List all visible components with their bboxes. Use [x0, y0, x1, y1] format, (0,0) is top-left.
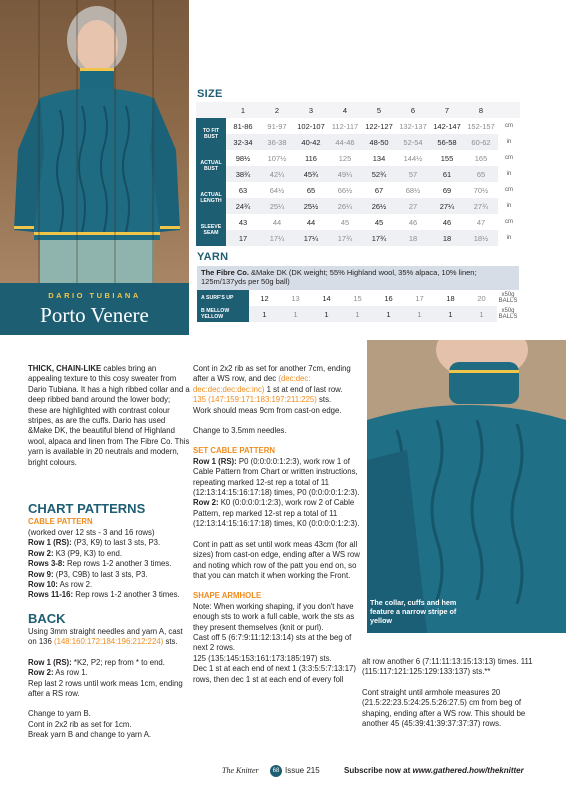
cable-pattern-subheading: CABLE PATTERN	[28, 517, 93, 526]
intro-text: cables bring an appealing texture to this cosy sweater from Dario Tubiana. It has a high ribbed collar and a deep ribbed band around the lower body; these are highlighted with contrast colour stripes, as are the cuffs. Dario has used &Make DK, the beautiful blend of Highland wool, alpaca and linen from The Fibre Co. This yarn is available in 20 neutrals and modern, bright colours.	[28, 364, 190, 467]
size-row-label: TO FIT BUST	[196, 118, 226, 150]
size-number: 3	[294, 102, 328, 118]
back-instructions	[28, 627, 190, 741]
yarn-cell: 1	[249, 306, 280, 322]
size-cell: 107½	[260, 150, 294, 166]
back-rib: Cont in 2x2 rib as set for 1cm.	[28, 719, 132, 729]
chart-line-label: Rows 3-8:	[28, 559, 65, 569]
set-cable-subheading: SET CABLE PATTERN	[193, 446, 276, 456]
size-cell: 52-54	[396, 134, 430, 150]
yarn-cell: 1	[342, 306, 373, 322]
yarn-cell: 17	[404, 290, 435, 306]
size-row	[196, 198, 520, 214]
size-cell: 45¾	[294, 166, 328, 182]
size-cell: 98½	[226, 150, 260, 166]
size-cell: 57	[396, 166, 430, 182]
subscribe-text	[344, 766, 524, 775]
page-number: 68	[270, 765, 282, 777]
work-meas: Work should meas 9cm from cast-on edge.	[193, 405, 342, 415]
size-cell: 17¾	[328, 230, 362, 246]
yarn-description	[197, 266, 519, 290]
yarn-cell: 1	[466, 306, 497, 322]
size-cell: 112-117	[328, 118, 362, 134]
size-row-label: SLEEVE SEAM	[196, 214, 226, 246]
size-unit: cm	[505, 187, 513, 193]
size-cell: 132-137	[396, 118, 430, 134]
back-heading: BACK	[28, 611, 66, 626]
size-number: 5	[362, 102, 396, 118]
size-cell: 122-127	[362, 118, 396, 134]
size-row	[196, 166, 520, 182]
chart-line-text: K3 (P9, K3) to end.	[53, 548, 123, 558]
size-cell: 44	[260, 214, 294, 230]
intro-lead: THICK, CHAIN-LIKE	[28, 364, 102, 373]
yarn-cell: 12	[249, 290, 280, 306]
photo-caption: The collar, cuffs and hem feature a narrow stripe of yellow	[370, 598, 457, 625]
rib-end: 1 st at end of last row.	[264, 384, 343, 394]
yarn-unit: x50g BALLS	[498, 308, 518, 320]
size-cell: 65	[464, 166, 498, 182]
size-heading: SIZE	[197, 88, 223, 100]
yarn-heading: YARN	[197, 251, 229, 263]
size-cell: 60-62	[464, 134, 498, 150]
armhole-alt-row: alt row another 6 (7:11:11:13:15:13:13) times. 111 (115:117:121:125:129:133:137) sts.**	[362, 657, 533, 677]
yarn-row-label: A SURF'S UP	[197, 290, 249, 306]
yarn-row	[197, 290, 519, 306]
shape-armhole-subheading: SHAPE ARMHOLE	[193, 591, 262, 601]
size-cell: 18½	[464, 230, 498, 246]
armhole-dec: Dec 1 st at each end of next 1 (3:3:5:5:7:13:17) rows, then dec 1 st at each end of every foll	[193, 664, 356, 684]
size-number: 1	[226, 102, 260, 118]
chart-line-text: Rep rows 1-2 another 3 times.	[64, 559, 172, 569]
size-number: 8	[464, 102, 498, 118]
back-cast-on: Using 3mm straight needles and yarn A, cast on 136	[28, 627, 183, 647]
size-cell: 47	[464, 214, 498, 230]
size-cell: 102-107	[294, 118, 328, 134]
chart-line	[28, 549, 193, 559]
size-cell: 44-46	[328, 134, 362, 150]
size-header-row	[196, 102, 520, 118]
size-unit: cm	[505, 123, 513, 129]
size-cell: 68½	[396, 182, 430, 198]
chart-line	[28, 590, 193, 600]
armhole-note: Note: When working shaping, if you don't have enough sts to work a full cable, work the sts as they present themselves (knit or purl).	[193, 601, 355, 632]
chart-line	[28, 570, 193, 580]
subscribe-label: Subscribe now at	[344, 766, 413, 775]
yarn-cell: 20	[466, 290, 497, 306]
size-cell: 25½	[294, 198, 328, 214]
yarn-cell: 14	[311, 290, 342, 306]
armhole-cast-off: Cast off 5 (6:7:9:11:12:13:14) sts at the beg of next 2 rows.	[193, 632, 352, 653]
size-cell: 27¼	[430, 198, 464, 214]
size-row-label: ACTUAL LENGTH	[196, 182, 226, 214]
chart-line-text: (P3, K9) to last 3 sts, P3.	[71, 538, 161, 548]
size-cell: 27¾	[464, 198, 498, 214]
set-row2-text: K0 (0:0:0:0:1:2:3), work row 2 of Cable Pattern, rep marked 12-st rep a total of 11 (12:13:14:15:16:17:18) times, K0 (0:0:0:0:1:2:3).	[193, 498, 360, 529]
chart-line-label: Row 9:	[28, 569, 54, 579]
size-cell: 18	[396, 230, 430, 246]
st-count-end: sts.	[316, 395, 332, 405]
yarn-cell: 15	[342, 290, 373, 306]
st-count: 135 (147:159:171:183:197:211:225)	[193, 395, 317, 405]
issue-number: Issue 215	[285, 766, 320, 775]
footer	[0, 758, 566, 788]
size-header-unit	[498, 102, 520, 118]
yarn-cell: 1	[373, 306, 404, 322]
size-number: 7	[430, 102, 464, 118]
cont-straight: Cont straight until armhole measures 20 (21.5:22:23.5:24:25.5:26:27.5) cm from beg of shaping, ending after a WS row. This should be another 45 (45:39:41:39:37:37:37) rows.	[362, 687, 526, 729]
size-cell: 32-34	[226, 134, 260, 150]
back-row1-text: *K2, P2; rep from * to end.	[71, 657, 165, 667]
yarn-cell: 18	[435, 290, 466, 306]
size-number: 6	[396, 102, 430, 118]
back-break-yarn: Break yarn B and change to yarn A.	[28, 730, 152, 740]
chart-line-text: Rep rows 1-2 another 3 times.	[73, 590, 180, 600]
size-row	[196, 230, 520, 246]
size-cell: 40-42	[294, 134, 328, 150]
yarn-brand: The Fibre Co.	[201, 268, 249, 277]
size-cell: 27	[396, 198, 430, 214]
chart-instructions	[28, 528, 193, 601]
back-rep: Rep last 2 rows until work meas 1cm, ending after a RS row.	[28, 678, 183, 699]
chart-line-label: Row 2:	[28, 548, 54, 558]
size-cell: 67	[362, 182, 396, 198]
size-row-label: ACTUAL BUST	[196, 150, 226, 182]
column-two	[193, 364, 361, 685]
size-cell: 48-50	[362, 134, 396, 150]
subscribe-url[interactable]: www.gathered.how/theknitter	[412, 766, 524, 775]
size-header-blank	[196, 102, 226, 118]
size-cell: 52¾	[362, 166, 396, 182]
size-unit: in	[506, 235, 512, 241]
size-cell: 45	[362, 214, 396, 230]
detail-photo	[367, 340, 566, 633]
size-cell: 36-38	[260, 134, 294, 150]
set-row1-label: Row 1 (RS):	[193, 456, 237, 466]
size-cell: 42¼	[260, 166, 294, 182]
size-unit: in	[506, 203, 512, 209]
chart-line-label: Row 10:	[28, 580, 58, 590]
size-cell: 155	[430, 150, 464, 166]
change-needles: Change to 3.5mm needles.	[193, 426, 287, 436]
size-number: 4	[328, 102, 362, 118]
size-cell: 49¼	[328, 166, 362, 182]
size-cell: 64½	[260, 182, 294, 198]
chart-line-text: (worked over 12 sts - 3 and 16 rows)	[28, 528, 155, 537]
title-band	[0, 283, 189, 335]
size-row	[196, 150, 520, 166]
size-row	[196, 134, 520, 150]
chart-line	[28, 528, 193, 538]
size-cell: 38¾	[226, 166, 260, 182]
size-row	[196, 182, 520, 198]
size-cell: 44	[294, 214, 328, 230]
size-cell: 70½	[464, 182, 498, 198]
yarn-cell: 1	[404, 306, 435, 322]
size-cell: 152-157	[464, 118, 498, 134]
size-cell: 144½	[396, 150, 430, 166]
size-cell: 66½	[328, 182, 362, 198]
yarn-table	[197, 290, 519, 322]
set-row1-text: P0 (0:0:0:0:1:2:3), work row 1 of Cable Pattern from Chart or written instructions, repeating marked 12-st rep a total of 11 (12:13:14:15:16:17:18) times, P0 (0:0:0:0:1:2:3).	[193, 456, 360, 498]
size-unit: in	[506, 139, 512, 145]
size-cell: 142-147	[430, 118, 464, 134]
size-cell: 24¾	[226, 198, 260, 214]
model-illustration	[0, 0, 189, 283]
back-cast-on-sizes: (148:160:172:184:196:212:224)	[54, 637, 164, 647]
size-cell: 26½	[362, 198, 396, 214]
size-cell: 134	[362, 150, 396, 166]
chart-line	[28, 538, 193, 548]
collar-detail-illustration	[367, 340, 566, 633]
yarn-cell: 1	[311, 306, 342, 322]
chart-line	[28, 559, 193, 569]
rib-dec-sizes: (dec:dec: dec:dec:dec:dec:inc)	[193, 374, 311, 394]
size-cell: 91-97	[260, 118, 294, 134]
chart-line-text: (P3, C9B) to last 3 sts, P3.	[53, 569, 148, 579]
size-cell: 17¼	[294, 230, 328, 246]
designer-name: DARIO TUBIANA	[48, 291, 141, 300]
size-cell: 61	[430, 166, 464, 182]
back-row1-label: Row 1 (RS):	[28, 657, 72, 667]
size-cell: 65	[294, 182, 328, 198]
size-cell: 69	[430, 182, 464, 198]
intro-paragraph	[28, 364, 190, 468]
chart-patterns-heading: CHART PATTERNS	[28, 501, 146, 516]
yarn-cell: 13	[280, 290, 311, 306]
armhole-st-count: 125 (135:145:153:161:173:185:197) sts.	[193, 653, 332, 663]
back-cast-on-end: sts.	[163, 637, 178, 647]
chart-line	[28, 580, 193, 590]
column-three	[362, 657, 534, 729]
size-cell: 81-86	[226, 118, 260, 134]
yarn-unit: x50g BALLS	[498, 292, 518, 304]
size-row	[196, 118, 520, 134]
size-cell: 46	[430, 214, 464, 230]
size-cell: 46	[396, 214, 430, 230]
size-cell: 26¼	[328, 198, 362, 214]
yarn-details: &Make DK (DK weight; 55% Highland wool, 35% alpaca, 10% linen; 125m/137yds per 50g ball)	[201, 268, 477, 286]
size-cell: 17¼	[260, 230, 294, 246]
size-cell: 17	[226, 230, 260, 246]
size-unit: in	[506, 171, 512, 177]
size-unit: cm	[505, 155, 513, 161]
size-cell: 18	[430, 230, 464, 246]
pattern-title: Porto Venere	[40, 303, 149, 327]
size-cell: 17¾	[362, 230, 396, 246]
rib-continue: Cont in 2x2 rib as set for another 7cm, ending after a WS row, and dec	[193, 364, 351, 384]
size-row	[196, 214, 520, 230]
yarn-row-label: B MELLOW YELLOW	[197, 306, 249, 322]
size-cell: 56-58	[430, 134, 464, 150]
back-change-yarn-b: Change to yarn B.	[28, 709, 91, 719]
size-cell: 116	[294, 150, 328, 166]
hero-photo	[0, 0, 189, 283]
yarn-cell: 1	[435, 306, 466, 322]
back-row2-text: As row 1.	[53, 668, 88, 678]
size-table	[196, 102, 520, 246]
size-cell: 165	[464, 150, 498, 166]
size-cell: 25¼	[260, 198, 294, 214]
size-cell: 45	[328, 214, 362, 230]
magazine-name: The Knitter	[222, 766, 259, 775]
yarn-cell: 1	[280, 306, 311, 322]
yarn-cell: 16	[373, 290, 404, 306]
size-cell: 125	[328, 150, 362, 166]
size-number: 2	[260, 102, 294, 118]
cont-patt: Cont in patt as set until work meas 43cm (for all sizes) from cast-on edge, ending after a WS row and noting which row of the patt you end on, so that you can match it when working the Front.	[193, 539, 360, 580]
chart-line-text: As row 2.	[57, 580, 93, 590]
yarn-row	[197, 306, 519, 322]
chart-line-label: Rows 11-16:	[28, 590, 74, 600]
size-unit: cm	[505, 219, 513, 225]
back-row2-label: Row 2:	[28, 668, 54, 678]
set-row2-label: Row 2:	[193, 498, 219, 508]
chart-line-label: Row 1 (RS):	[28, 538, 72, 548]
size-cell: 63	[226, 182, 260, 198]
size-cell: 43	[226, 214, 260, 230]
